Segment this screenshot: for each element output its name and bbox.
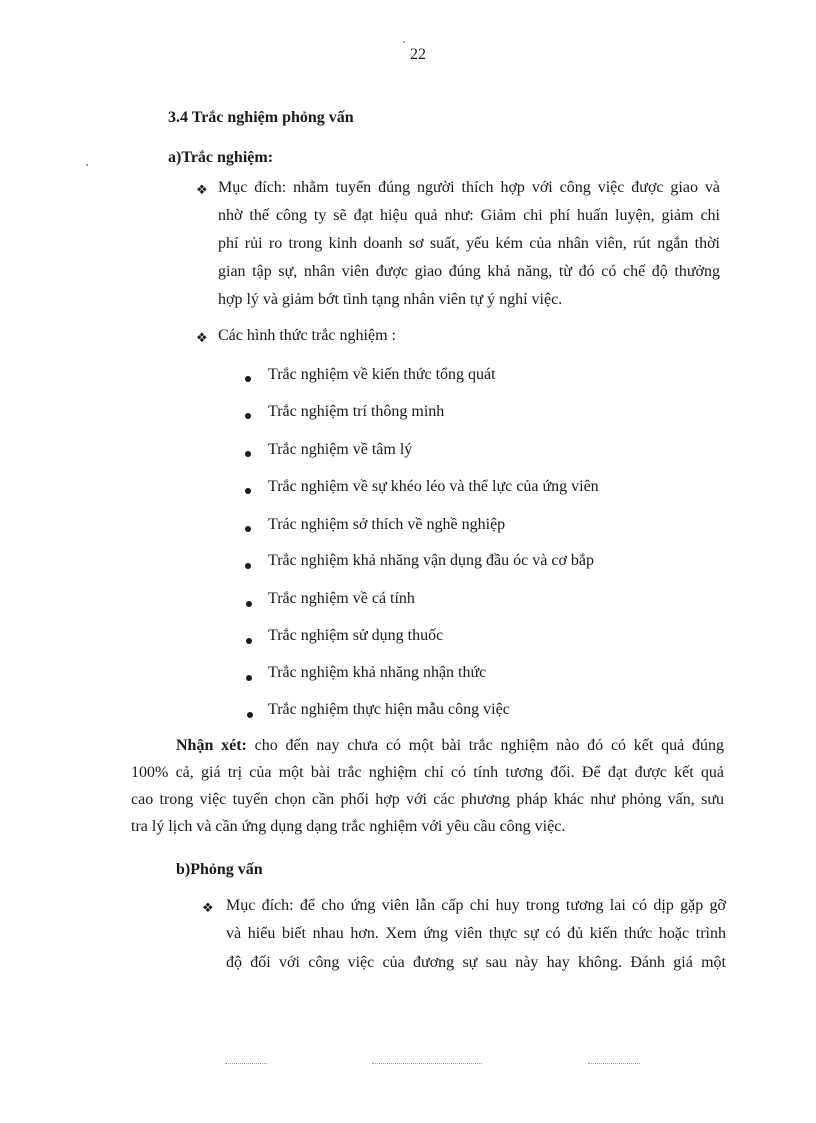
bullet-dot-icon [245, 376, 251, 382]
subsection-b-heading: b)Phỏng vấn [176, 861, 263, 878]
bullet-dot-icon [245, 488, 251, 494]
scan-artifact [225, 1063, 267, 1065]
remark-text: cho đến nay chưa có một bài trắc nghiệm nào đó có kết quả đúng [246, 737, 725, 754]
list-item: Trắc nghiệm khả nhăng vận dụng đầu óc và cơ bắp [268, 552, 595, 569]
forms-intro: Các hình thức trắc nghiệm : [218, 327, 396, 344]
scan-artifact [372, 1063, 482, 1065]
purpose-line: và hiểu biết nhau hơn. Xem ứng viên thực sự có đủ kiến thức hoặc trình [226, 925, 726, 942]
diamond-bullet-icon: ❖ [196, 182, 208, 197]
purpose-line: Mục đích: để cho ứng viên lẫn cấp chỉ huy trong tương lai có dịp gặp gỡ [226, 897, 726, 914]
bullet-dot-icon [246, 638, 252, 644]
list-item: Trắc nghiệm về cá tính [268, 590, 415, 607]
diamond-bullet-icon: ❖ [202, 900, 214, 915]
remark-label: Nhận xét: [176, 737, 247, 754]
remark-line: cao trong việc tuyển chọn cần phối hợp với các phương pháp khác như phỏng vấn, sưu [131, 791, 724, 808]
purpose-line: hợp lý và giảm bớt tình tạng nhân viên tự ý nghỉ việc. [218, 291, 563, 308]
bullet-dot-icon [245, 563, 251, 569]
list-item: Trắc nghiệm trí thông minh [268, 403, 445, 420]
list-item: Trắc nghiệm về tâm lý [268, 441, 413, 458]
list-item: Trắc nghiệm về sự khéo léo và thể lực của ứng viên [268, 478, 599, 495]
list-item: Trắc nghiệm khả nhăng nhận thức [268, 664, 487, 681]
bullet-dot-icon [246, 601, 252, 607]
bullet-dot-icon [245, 451, 251, 457]
list-item: Trắc nghiệm về kiến thức tổng quát [268, 366, 496, 383]
list-item: Trác nghiệm sở thích về nghề nghiệp [268, 516, 506, 533]
purpose-line: gian tập sự, nhân viên được giao đúng khả năng, từ đó có chế độ thưởng [218, 263, 720, 280]
subsection-a-heading: a)Trắc nghiệm: [168, 149, 274, 166]
purpose-line: phí rủi ro trong kinh doanh sơ suất, yếu kém của nhân viên, rút ngắn thời [218, 235, 720, 252]
bullet-dot-icon [245, 413, 251, 419]
scan-speck [86, 164, 88, 166]
bullet-dot-icon [247, 712, 253, 718]
scan-artifact [588, 1063, 640, 1065]
page-number: 22 [410, 46, 426, 63]
remark-line [176, 737, 724, 755]
purpose-line: độ đối với công việc của đương sự sau này hay không. Đánh giá một [226, 954, 726, 971]
bullet-dot-icon [246, 675, 252, 681]
diamond-bullet-icon: ❖ [196, 330, 208, 345]
remark-line: 100% cả, giá trị của một bài trắc nghiệm chỉ có tính tương đối. Để đạt được kết quả [131, 764, 724, 781]
bullet-dot-icon [245, 526, 251, 532]
section-heading: 3.4 Trắc nghiệm phỏng vấn [168, 109, 354, 126]
purpose-line: Mục đích: nhằm tuyển đúng người thích hợp với công việc được giao và [218, 179, 720, 196]
list-item: Trắc nghiệm thực hiện mẫu công việc [268, 701, 510, 718]
remark-line: tra lý lịch và cần ứng dụng dạng trắc nghiệm với yêu cầu công việc. [131, 818, 566, 835]
purpose-line: nhờ thế công ty sẽ đạt hiệu quả như: Giảm chi phí huấn luyện, giảm chi [218, 207, 720, 224]
list-item: Trắc nghiệm sử dụng thuốc [268, 627, 444, 644]
scan-speck [403, 41, 405, 43]
